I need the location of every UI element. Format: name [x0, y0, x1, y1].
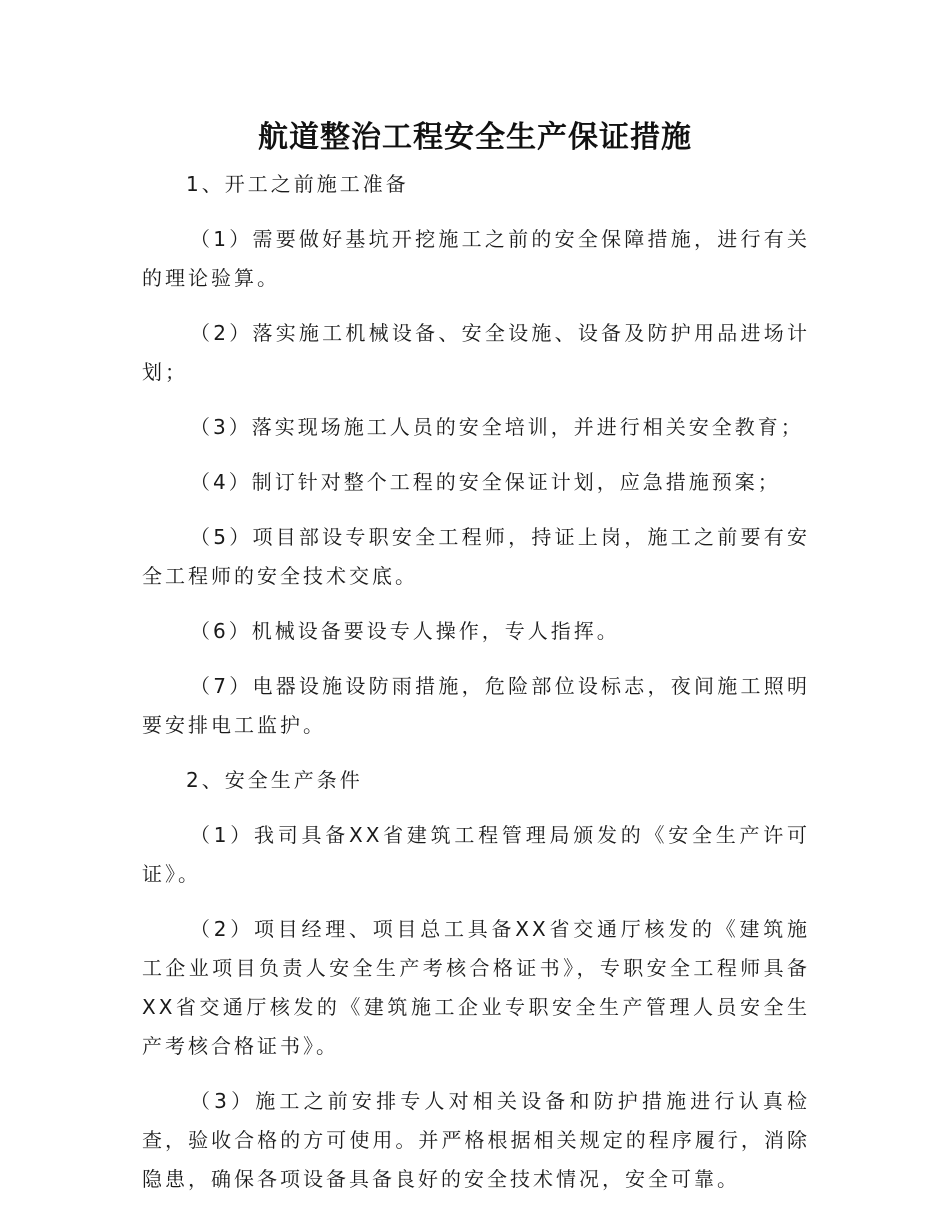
list-item: （1）我司具备XX省建筑工程管理局颁发的《安全生产许可证》。: [142, 823, 810, 886]
list-item: （5）项目部设专职安全工程师，持证上岗，施工之前要有安全工程师的安全技术交底。: [142, 525, 810, 588]
section-heading: 2、安全生产条件: [186, 768, 363, 792]
list-item: （2）落实施工机械设备、安全设施、设备及防护用品进场计划；: [142, 321, 810, 384]
document-body: [142, 165, 810, 1215]
list-item: （3）落实现场施工人员的安全培训，并进行相关安全教育；: [190, 415, 804, 439]
list-item: （1）需要做好基坑开挖施工之前的安全保障措施，进行有关的理论验算。: [142, 227, 810, 290]
list-item: （3）施工之前安排专人对相关设备和防护措施进行认真检查，验收合格的方可使用。并严格根据相关规定的程序履行，消除隐患，确保各项设备具备良好的安全技术情况，安全可靠。: [142, 1089, 810, 1191]
section-heading: 1、开工之前施工准备: [186, 172, 409, 196]
list-item: （2）项目经理、项目总工具备XX省交通厅核发的《建筑施工企业项目负责人安全生产考核合格证书》，专职安全工程师具备XX省交通厅核发的《建筑施工企业专职安全生产管理人员安全生产考核合格证书》。: [142, 917, 810, 1058]
document-title: 航道整治工程安全生产保证措施: [258, 120, 692, 155]
list-item: （6）机械设备要设专人操作，专人指挥。: [190, 619, 620, 643]
list-item: （7）电器设施设防雨措施，危险部位设标志，夜间施工照明要安排电工监护。: [142, 674, 810, 737]
list-item: （4）制订针对整个工程的安全保证计划，应急措施预案；: [190, 470, 781, 494]
